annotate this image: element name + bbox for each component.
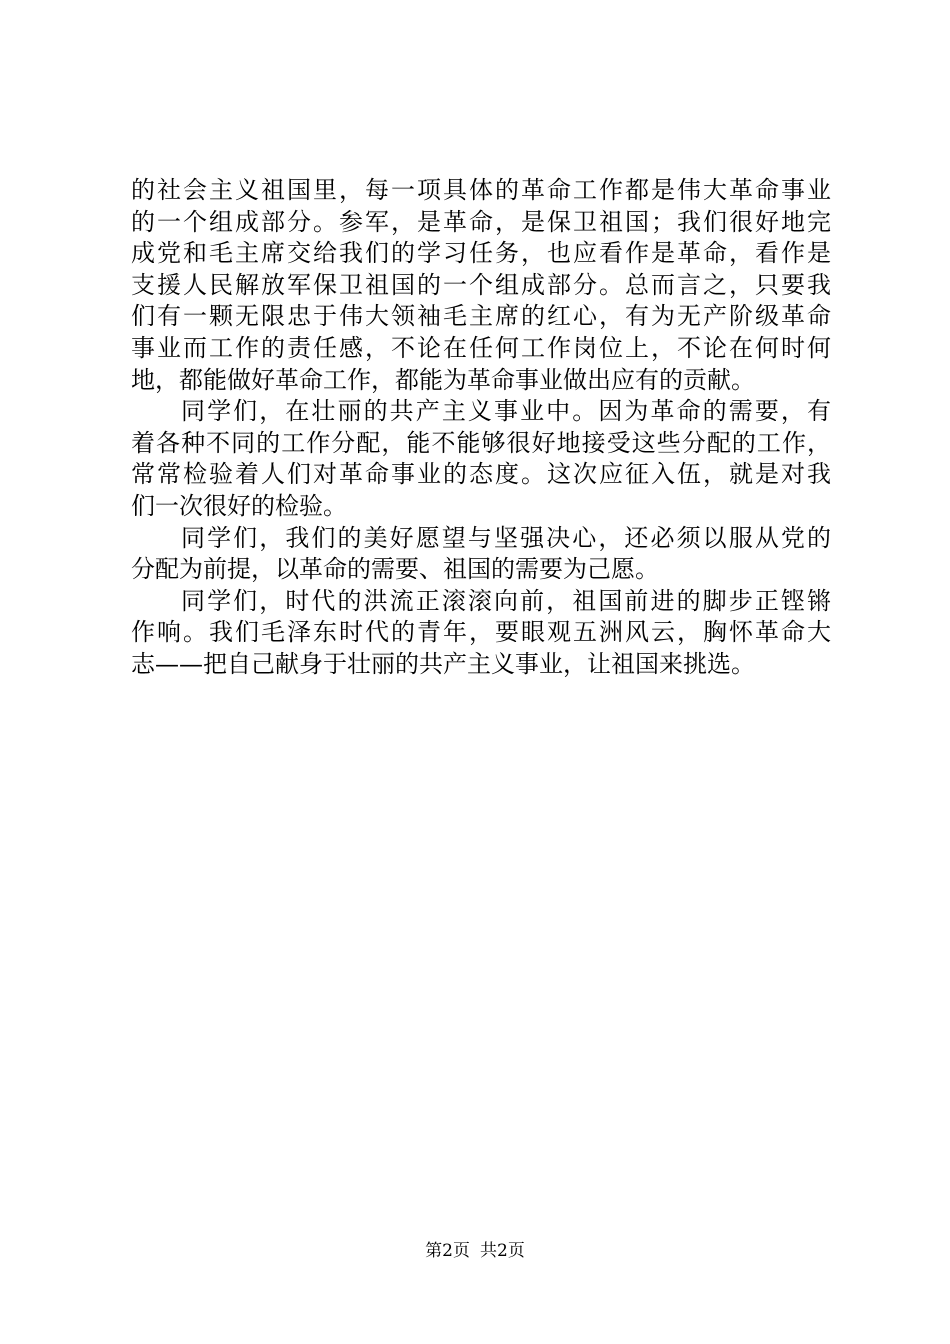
text-line: 同学们，我们的美好愿望与坚强决心，还必须以服从党的 [181,523,831,552]
text-line: 的社会主义祖国里，每一项具体的革命工作都是伟大革命事业 [131,176,831,204]
document-body [131,175,831,681]
text-line: 地，都能做好革命工作，都能为革命事业做出应有的贡献。 [131,365,755,394]
text-line: 着各种不同的工作分配，能不能够很好地接受这些分配的工作， [131,428,831,457]
text-line: 同学们，时代的洪流正滚滚向前，祖国前进的脚步正铿锵 [181,586,831,615]
text-line: 支援人民解放军保卫祖国的一个组成部分。总而言之，只要我 [131,270,831,299]
page-number-current: 第2页 [425,1241,470,1261]
text-line: 的一个组成部分。参军，是革命，是保卫祖国；我们很好地完 [131,207,831,236]
text-line: 们有一颗无限忠于伟大领袖毛主席的红心，有为无产阶级革命 [131,302,831,331]
text-line: 作响。我们毛泽东时代的青年，要眼观五洲风云，胸怀革命大 [131,618,831,647]
page-number-total: 共2页 [480,1241,525,1261]
text-line: 分配为前提，以革命的需要、祖国的需要为己愿。 [131,555,659,584]
text-line: 常常检验着人们对革命事业的态度。这次应征入伍，就是对我 [131,460,831,489]
text-line: 同学们，在壮丽的共产主义事业中。因为革命的需要，有 [181,397,831,426]
text-line: 成党和毛主席交给我们的学习任务，也应看作是革命，看作是 [131,239,831,268]
text-line: 志——把自己献身于壮丽的共产主义事业，让祖国来挑选。 [131,649,755,678]
text-line: 事业而工作的责任感，不论在任何工作岗位上，不论在何时何 [131,333,831,362]
text-line: 们一次很好的检验。 [131,491,347,520]
page-footer [0,1240,950,1262]
